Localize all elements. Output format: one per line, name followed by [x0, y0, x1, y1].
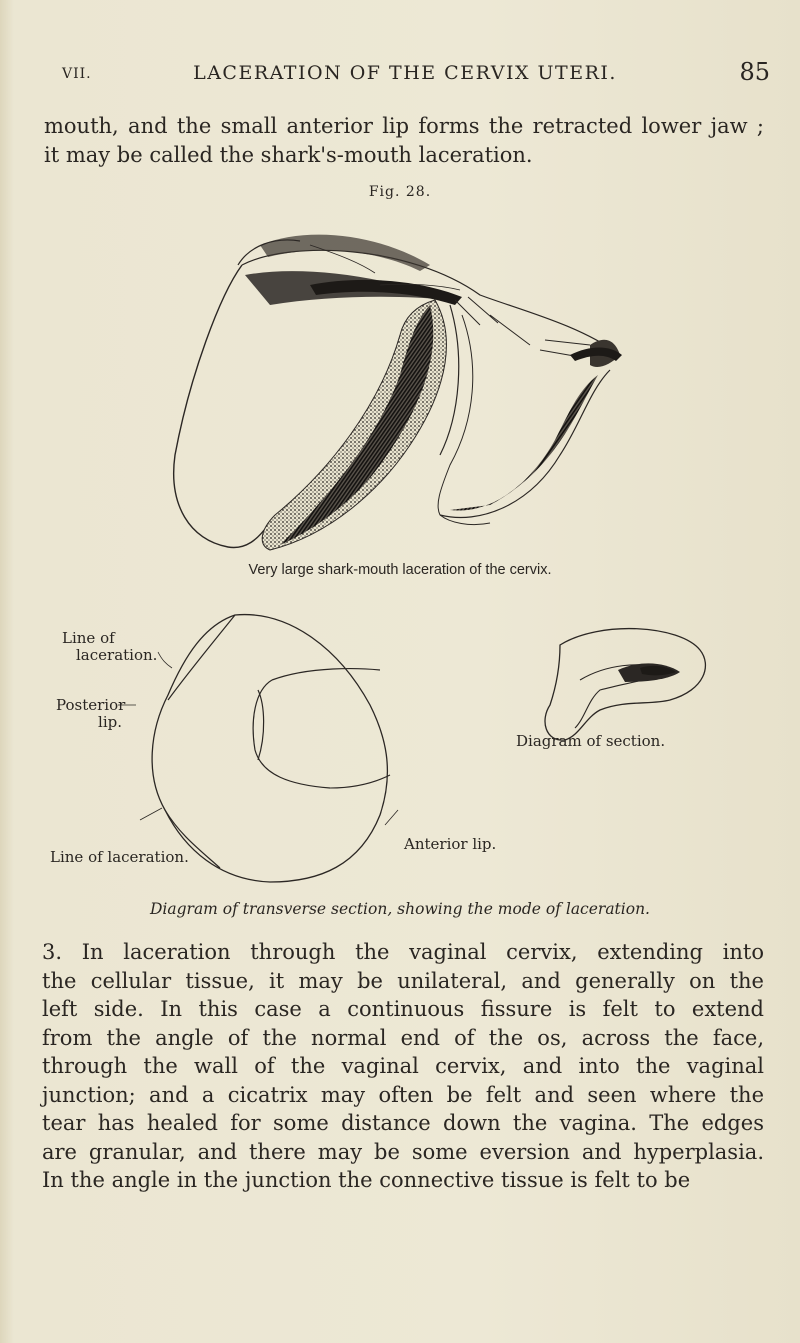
label-text: laceration.: [76, 646, 158, 664]
diagram-caption: Diagram of transverse section, showing the mode of laceration.: [149, 900, 650, 918]
body-line: are granular, and there may be some eversion and hyperplasia.: [42, 1139, 764, 1164]
body-line: from the angle of the normal end of the os, across the face,: [42, 1025, 764, 1050]
body-line: the cellular tissue, it may be unilateral, and generally on the: [42, 968, 764, 993]
label-line-of-laceration-top: [62, 630, 157, 664]
body-line: junction; and a cicatrix may often be felt and seen where the: [42, 1082, 764, 1107]
figure-label: Fig. 28.: [368, 184, 432, 200]
intro-line: it may be called the shark's-mouth laceration.: [44, 143, 533, 167]
label-diagram-of-section: Diagram of section.: [516, 732, 666, 750]
page-number: 85: [739, 58, 770, 86]
label-text: Line of: [62, 629, 115, 647]
label-text: Posterior: [56, 696, 126, 714]
body-line: left side. In this case a continuous fissure is felt to extend: [42, 997, 764, 1021]
running-header: [40, 60, 770, 90]
shark-mouth-illustration: [150, 205, 650, 555]
body-line: through the wall of the vaginal cervix, and into the vaginal: [42, 1054, 764, 1078]
label-anterior-lip: Anterior lip.: [404, 835, 497, 853]
body-line: tear has healed for some distance down the vagina. The edges: [42, 1111, 764, 1135]
running-title: LACERATION OF THE CERVIX UTERI.: [193, 62, 617, 84]
body-line: 3. In laceration through the vaginal cervix, extending into: [42, 940, 764, 964]
chapter-number: VII.: [62, 66, 92, 82]
body-line: In the angle in the junction the connective tissue is felt to be: [42, 1168, 691, 1192]
body-paragraph: [42, 938, 764, 1195]
intro-paragraph: [44, 112, 764, 170]
figure-caption: Very large shark-mouth laceration of the cervix.: [248, 562, 552, 578]
label-posterior-lip: [56, 696, 126, 731]
intro-line: mouth, and the small anterior lip forms the retracted lower jaw ;: [44, 114, 764, 138]
label-text: lip.: [98, 713, 122, 731]
label-line-of-laceration-bottom: Line of laceration.: [50, 848, 189, 866]
